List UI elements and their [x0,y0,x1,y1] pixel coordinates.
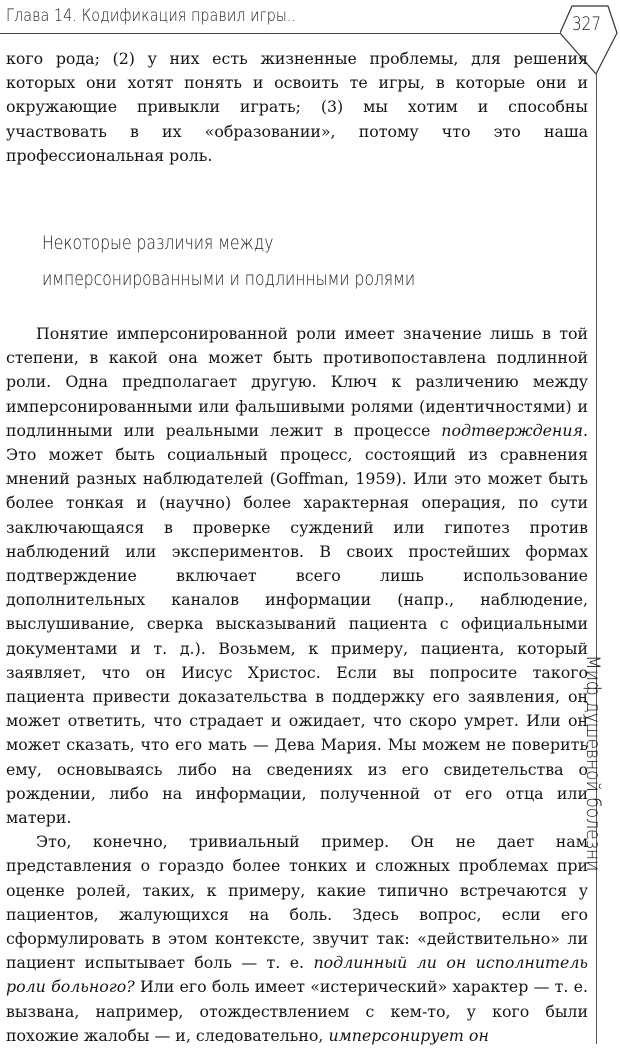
side-title-text: Миф душевной болезни [582,655,604,872]
paragraph-1-text-a: Понятие имперсонированной роли имеет значение лишь в той степени, в какой она может быть противопоставлена подлинной роли. Одна предполагает другую. Ключ к различению между имперсонированными или фальшивыми ролями (идентичностями) и подлинными или реальными лежит в процессе [6,324,588,440]
margin-rule [596,72,597,1044]
paragraph-1 [6,322,588,830]
main-block [6,322,588,1048]
intro-block [6,47,588,168]
page-number: 327 [572,13,602,35]
header-rule [0,33,560,34]
paragraph-intro: кого рода; (2) у них есть жизненные проблемы, для решения которых они хотят понять и освоить те игры, в которые они и окружающие привыкли играть; (3) мы хотим и способны участвовать в их «образовании», потому что это наша профессиональная роль. [6,49,588,165]
section-heading-line-2: имперсонированными и подлинными ролями [42,268,416,290]
section-heading [42,225,415,297]
section-heading-line-1: Некоторые различия между [42,232,274,254]
paragraph-1-emphasis: подтверждения [441,420,583,440]
paragraph-2 [6,830,588,1048]
paragraph-1-text-b: . Это может быть социальный процесс, состоящий из сравнения мнений разных наблюдателей (Goffman, 1959). Или это может быть более тонкая и (научно) более характерная операция, по сути заключающаяся в проверке суждений или гипотез против наблюдений или экспериментов. В своих простейших формах подтверждение включает всего лишь использование дополнительных каналов информации (напр., наблюдение, выслушивание, сверка высказываний пациента с официальными документами и т. д.). Возьмем, к примеру, пациента, который заявляет, что он Иисус Христос. Если вы попросите такого пациента привести доказательства в поддержку его заявления, он может ответить, что страдает и ожидает, что скоро умрет. Или он может сказать, что его мать — Дева Мария. Мы можем не поверить ему, основываясь либо на сведениях из его свидетельства о рождении, либо на информации, полученной от его отца или матери. [6,420,588,828]
paragraph-2-emphasis-1: подлинный ли он исполнитель роли больного? [6,953,588,997]
paragraph-2-emphasis-2: имперсонирует он [328,1025,489,1045]
paragraph-2-text-a: Это, конечно, тривиальный пример. Он не дает нам представления о гораздо более тонких и сложных проблемах при оценке ролей, таких, к примеру, какие типично встречаются у пациентов, жалующихся на боль. Здесь вопрос, если его сформулировать в этом контексте, звучит так: «действительно» ли пациент испытывает боль — т. е. [6,832,588,973]
running-head: Глава 14. Кодификация правил игры.. [6,6,297,26]
paragraph-2-text-b: Или его боль имеет «истерический» характер — т. е. вызвана, например, отождествлением с кем-то, у кого были похожие жалобы — и, следовательно, [6,977,588,1045]
page-header [0,0,620,40]
